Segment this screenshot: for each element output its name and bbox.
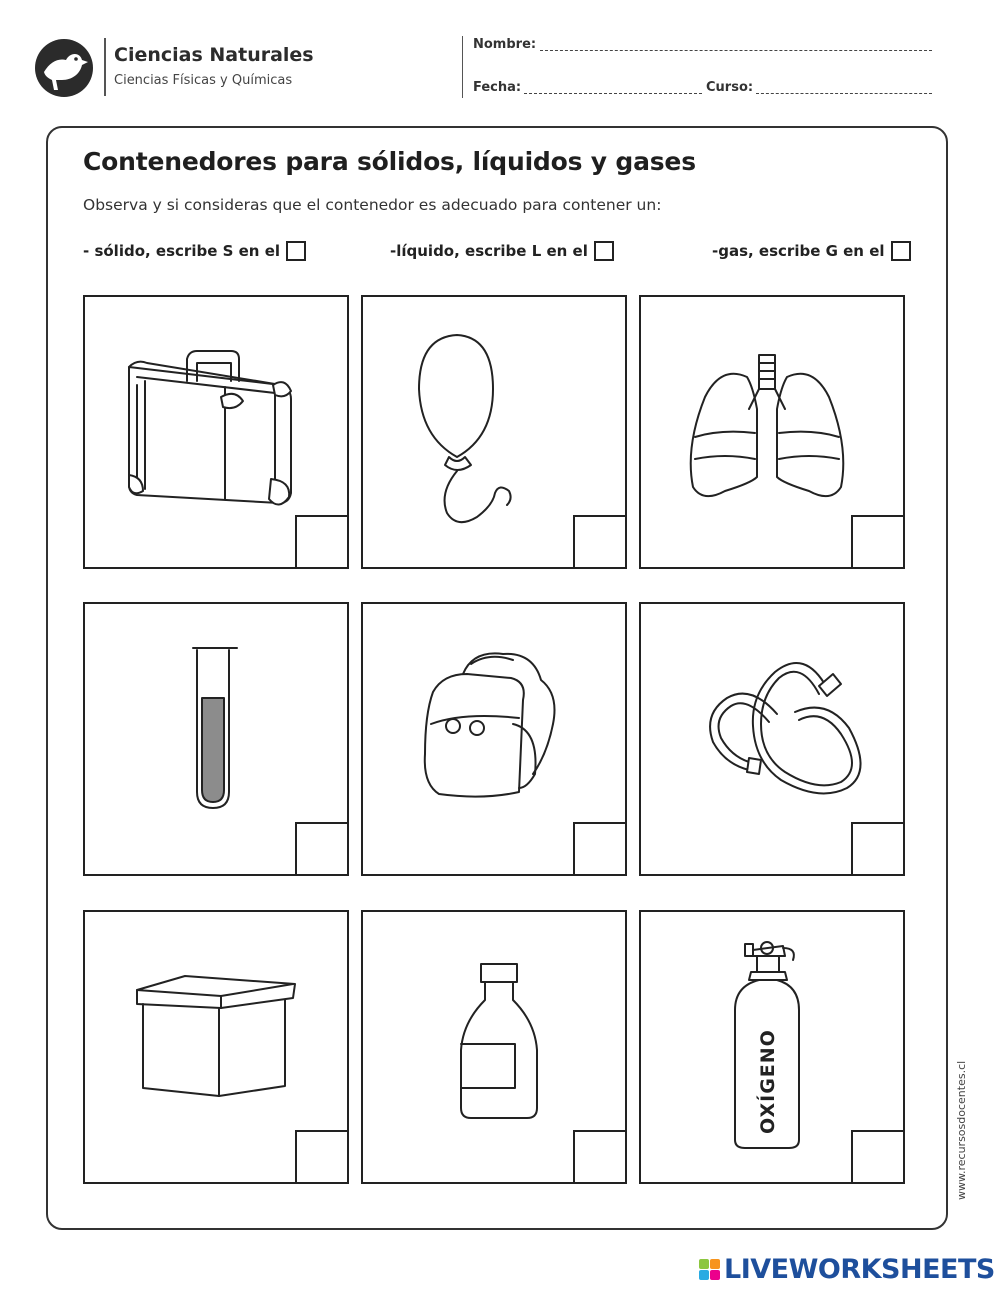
option-gas-label: -gas, escribe G en el (712, 242, 885, 260)
option-solid (83, 241, 306, 261)
option-liquid-box (594, 241, 614, 261)
answer-box[interactable] (851, 822, 905, 876)
item-cell (639, 295, 905, 569)
logo-divider (104, 38, 106, 96)
name-label: Nombre: (473, 37, 537, 52)
answer-box[interactable] (295, 822, 349, 876)
liveworksheets-text: LIVEWORKSHEETS (724, 1254, 995, 1285)
option-solid-label: - sólido, escribe S en el (83, 242, 281, 260)
option-gas-box (891, 241, 911, 261)
answer-box[interactable] (295, 1130, 349, 1184)
side-url: www.recursosdocentes.cl (955, 1060, 968, 1200)
course-field[interactable] (756, 93, 932, 94)
item-cell (361, 602, 627, 876)
worksheet-instruction: Observa y si consideras que el contenedor es adecuado para contener un: (83, 196, 662, 214)
oxygen-tank-text: OXÍGENO (757, 1029, 779, 1134)
item-cell (639, 602, 905, 876)
option-solid-box (286, 241, 306, 261)
item-cell (83, 602, 349, 876)
course-label: Curso: (706, 80, 754, 95)
liveworksheets-mark-icon (699, 1259, 720, 1280)
brand-subtitle: Ciencias Físicas y Químicas (114, 73, 293, 88)
option-liquid (390, 241, 614, 261)
item-cell (83, 910, 349, 1184)
date-field[interactable] (524, 93, 702, 94)
liveworksheets-logo (699, 1254, 995, 1285)
item-cell (83, 295, 349, 569)
brand-title: Ciencias Naturales (114, 44, 314, 66)
worksheet-title: Contenedores para sólidos, líquidos y gases (83, 147, 696, 176)
header-divider (462, 36, 463, 98)
item-cell (361, 910, 627, 1184)
bird-logo-icon (34, 38, 94, 98)
item-cell (361, 295, 627, 569)
answer-box[interactable] (851, 515, 905, 569)
answer-box[interactable] (851, 1130, 905, 1184)
answer-box[interactable] (573, 822, 627, 876)
item-cell (639, 910, 905, 1184)
option-gas (712, 241, 911, 261)
option-liquid-label: -líquido, escribe L en el (390, 242, 588, 260)
date-label: Fecha: (473, 80, 522, 95)
answer-box[interactable] (573, 515, 627, 569)
answer-box[interactable] (573, 1130, 627, 1184)
answer-box[interactable] (295, 515, 349, 569)
name-field[interactable] (540, 50, 932, 51)
